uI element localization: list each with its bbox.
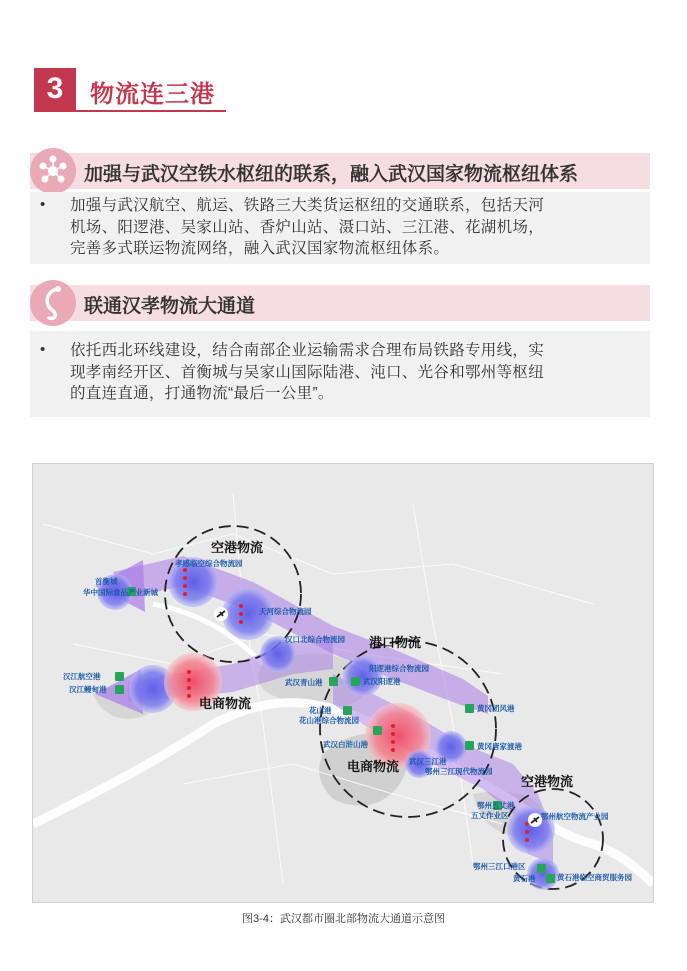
block-2-text xyxy=(70,340,640,405)
port-check-icon xyxy=(343,706,352,715)
label-xiaogan-airport: 孝感临空综合物流园 xyxy=(175,559,243,568)
airplane-icon xyxy=(214,607,228,621)
port-check-icon xyxy=(329,677,338,686)
block-2-body xyxy=(30,331,650,417)
zone-label-airport-east: 空港物流 xyxy=(521,775,574,790)
text-line: 加强与武汉航空、航运、铁路三大类货运枢纽的交通联系，包括天河 xyxy=(70,197,545,214)
connection-icon xyxy=(30,280,76,326)
label-baishazhou: 武汉白浒山港 xyxy=(323,740,368,749)
airplane-icon xyxy=(528,813,542,827)
label-ezhou-zone: 五丈作业区 xyxy=(471,811,509,820)
zone-label-ecommerce-west: 电商物流 xyxy=(199,697,252,712)
label-huashan: 花山港 xyxy=(309,706,332,715)
label-tianhe: 天河综合物流园 xyxy=(259,607,312,616)
text-line: 依托西北环线建设，结合南部企业运输需求合理布局铁路专用线，实 xyxy=(70,342,545,359)
port-check-icon xyxy=(546,874,555,883)
section-title: 物流连三港 xyxy=(90,81,215,108)
node-blue xyxy=(343,656,383,696)
bullet: • xyxy=(40,196,46,213)
label-huazhong-food: 华中国际食品产业新城 xyxy=(83,588,158,597)
block-1-heading: 加强与武汉空铁水枢纽的联系，融入武汉国家物流枢纽体系 xyxy=(84,164,579,185)
label-yangluo-park: 阳逻港综合物流园 xyxy=(369,664,429,673)
zone-label-ecommerce-center: 电商物流 xyxy=(347,760,400,775)
text-line: 完善多式联运物流网络，融入武汉国家物流枢纽体系。 xyxy=(70,240,450,257)
text-line: 机场、阳逻港、吴家山站、香炉山站、滠口站、三江港、花湖机场， xyxy=(70,218,545,236)
port-check-icon xyxy=(351,677,360,686)
block-1-body xyxy=(30,192,650,264)
label-huanggang-tang: 黄冈唐家渡港 xyxy=(477,742,522,751)
block-1-text xyxy=(70,195,640,260)
port-check-icon xyxy=(115,685,124,694)
label-huangshi-park: 黄石港临空商贸服务园 xyxy=(557,873,632,882)
port-check-icon xyxy=(465,704,474,713)
text-line: 现孝南经开区、首衡城与吴家山国际陆港、沌口、光谷和鄂州等枢纽 xyxy=(70,363,545,381)
label-shouheng: 首衡城 xyxy=(95,577,118,586)
port-check-icon xyxy=(465,741,474,750)
section-number: 3 xyxy=(34,68,76,110)
label-yangluo: 武汉阳逻港 xyxy=(363,677,401,686)
label-wuhan-sanjiang-park: 鄂州三江现代物流园 xyxy=(425,767,493,776)
label-huanggang: 黄冈团风港 xyxy=(477,704,515,713)
figure-caption: 图3-4：武汉都市圈北部物流大通道示意图 xyxy=(242,913,445,925)
label-qingshan: 武汉青山港 xyxy=(285,678,323,687)
label-ezhou-sanjiangkou: 鄂州三江口港区 xyxy=(473,862,526,871)
zone-label-airport-north: 空港物流 xyxy=(211,541,264,556)
text-line: 的直连直通，打通物流“最后一公里”。 xyxy=(70,385,334,402)
port-check-icon xyxy=(537,864,546,873)
label-huangshi: 黄石港 xyxy=(513,874,536,883)
label-hanjiang-port: 汉江航空港 xyxy=(63,672,101,681)
label-sanjiang: 武汉三江港 xyxy=(409,757,447,766)
heading-band-1 xyxy=(30,153,650,189)
block-2-heading: 联通汉孝物流大通道 xyxy=(84,296,256,317)
section-header xyxy=(34,68,226,112)
port-check-icon xyxy=(115,672,124,681)
zone-label-port: 港口物流 xyxy=(369,636,422,651)
bullet: • xyxy=(40,341,46,358)
label-hanjiang-yang: 汉江鳗甸港 xyxy=(69,685,107,694)
label-ezhou-port: 鄂州五丈港 xyxy=(477,801,515,810)
hub-network-icon xyxy=(30,148,76,194)
label-hankou-north: 汉口北综合物流园 xyxy=(285,635,345,644)
logistics-corridor-map xyxy=(32,463,654,903)
heading-band-2 xyxy=(30,285,650,321)
label-huashan-park: 花山港综合物流园 xyxy=(299,716,359,725)
port-check-icon xyxy=(373,726,382,735)
label-ezhou-airport-park: 鄂州航空物流产业园 xyxy=(541,812,609,821)
